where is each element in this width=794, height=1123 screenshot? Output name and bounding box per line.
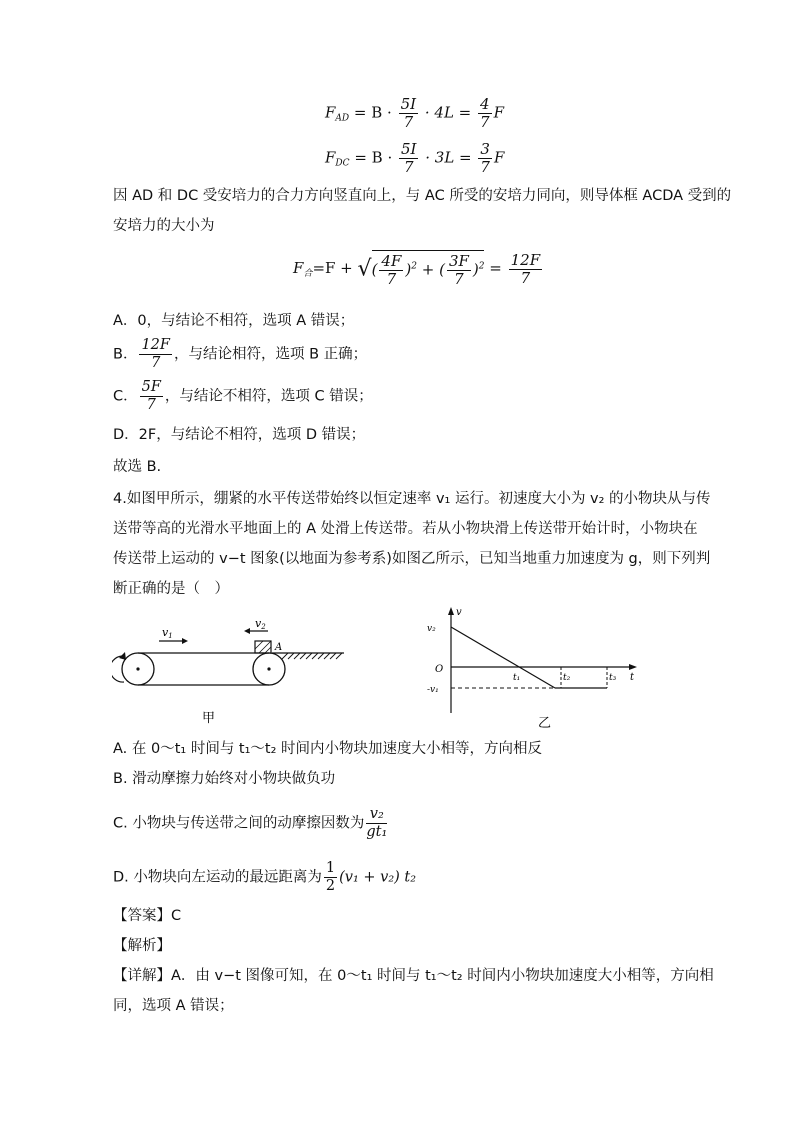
t3-label: t₃	[609, 673, 617, 683]
ground-hatch	[282, 653, 342, 659]
choice-b: B. 滑动摩擦力始终对小物块做负功	[113, 771, 336, 787]
formula-f-dc: $F_{DC} = B$ · $\frac{5I}{7}$ · 3L = $\frac{3}{7}$ F	[325, 140, 505, 176]
t1-label: t₁	[513, 673, 521, 683]
y-axis-label: v	[456, 607, 462, 618]
detail-line: 同，选项 A 错误；	[113, 998, 234, 1014]
neg-v1-tick-label: -v₁	[427, 685, 439, 695]
formula-f-ad: $F_{AD} = B$ · $\frac{5I}{7}$ · 4L = $\frac{4}{7}$ F	[325, 95, 504, 131]
figure-yi-vt-graph	[425, 605, 647, 732]
conclusion: 故选 B.	[113, 459, 162, 475]
v1-label: v1	[162, 626, 173, 640]
v2-tick-label: v₂	[427, 624, 436, 634]
question-4-line: 传送带上运动的 v−t 图象(以地面为参考系)如图乙所示，已知当地重力加速度为 g，则下列判	[113, 551, 711, 567]
detail-line: 【详解】A．由 v−t 图像可知，在 0～t₁ 时间与 t₁～t₂ 时间内小物块加速度大小相等，方向相	[113, 968, 714, 984]
t2-label: t₂	[563, 673, 571, 683]
option-c: C． $\frac{5F}{7}$ ，与结论不相符，选项 C 错误；	[113, 379, 373, 413]
velocity-line-decreasing	[451, 627, 555, 688]
choice-a: A. 在 0～t₁ 时间与 t₁～t₂ 时间内小物块加速度大小相等，方向相反	[113, 741, 543, 757]
formula-f-total: $F_合=F$ + √( $\frac{4F}{7}$ )$^2$ + ( $\frac{3F}{7}$ )$^2$ = $\frac{12F}{7}$	[293, 250, 541, 288]
answer-label: 【答案】C	[113, 908, 182, 924]
option-b: B． $\frac{12F}{7}$ ，与结论相符，选项 B 正确；	[113, 337, 368, 371]
question-4-line: 送带等高的光滑水平地面上的 A 处滑上传送带。若从小物块滑上传送带开始计时，小物块在	[113, 521, 698, 537]
paragraph-line: 安培力的大小为	[113, 218, 215, 234]
option-d: D．2F，与结论不相符，选项 D 错误；	[113, 427, 366, 443]
choice-c: C. 小物块与传送带之间的动摩擦因数为 $\frac{\text{v₂}}{\text{gt₁}}$	[113, 806, 388, 840]
option-a: A．0，与结论不相符，选项 A 错误；	[113, 313, 355, 329]
caption-yi: 乙	[538, 716, 552, 731]
origin-label: O	[435, 664, 444, 675]
paragraph-line: 因 AD 和 DC 受安培力的合力方向竖直向上，与 AC 所受的安培力同向，则导体框 ACDA 受到的	[113, 188, 732, 204]
point-a-label: A	[275, 642, 283, 653]
question-4-line: 4.如图甲所示，绷紧的水平传送带始终以恒定速率 v₁ 运行。初速度大小为 v₂ 的小物块从与传	[113, 491, 711, 507]
x-axis-label: t	[630, 672, 635, 683]
caption-jia: 甲	[202, 711, 216, 726]
analysis-label: 【解析】	[113, 938, 171, 954]
figure-jia-conveyor	[112, 612, 347, 730]
question-4-line: 断正确的是（ ）	[113, 581, 229, 597]
choice-d: D. 小物块向左运动的最远距离为 $\frac{1}{2}$ (v₁ + v₂) t₂	[113, 860, 417, 894]
v2-label: v2	[255, 617, 266, 631]
